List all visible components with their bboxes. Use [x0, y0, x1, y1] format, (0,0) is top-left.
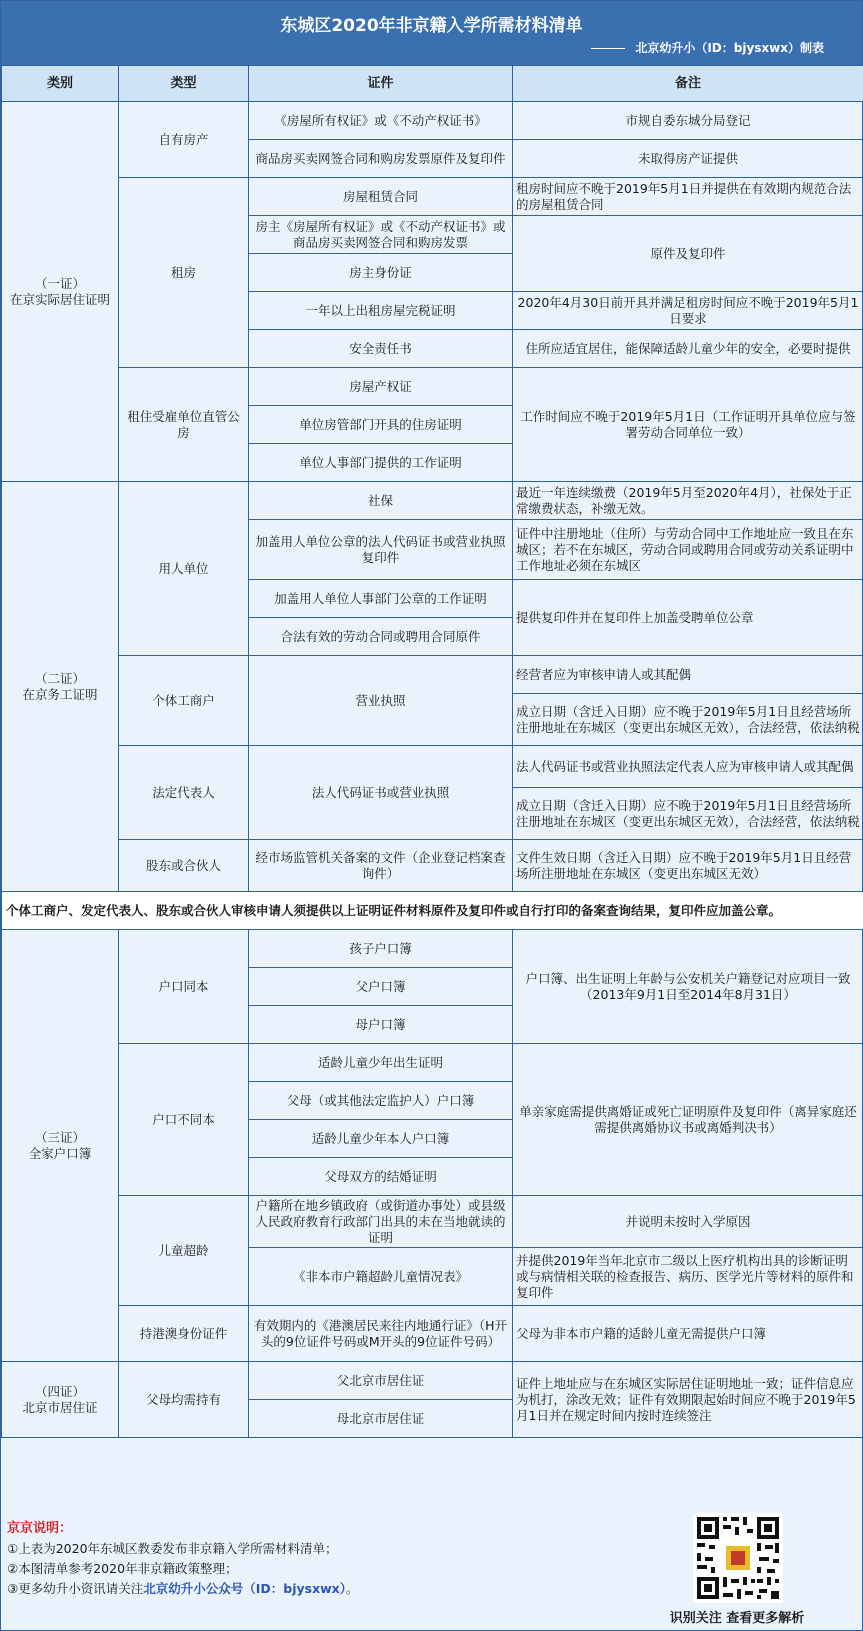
- table-row: [2, 1044, 863, 1082]
- footer-heading: 京京说明：: [7, 1521, 73, 1536]
- type-cell: 租住受雇单位直管公房: [119, 368, 249, 482]
- remark-cell: 法人代码证书或营业执照法定代表人应为审核申请人或其配偶: [513, 746, 863, 788]
- category-cell: （三证） 全家户口簿: [2, 930, 119, 1362]
- maker-text: 北京幼升小（ID：bjysxwx）制表: [635, 41, 824, 55]
- col-header-category: 类别: [2, 66, 119, 102]
- document-cell: 有效期内的《港澳居民来往内地通行证》（H开头的9位证件号码或M开头的9位证件号码）: [249, 1306, 513, 1362]
- blank-line: [591, 48, 625, 49]
- table-row: [2, 178, 863, 216]
- table-row: [2, 930, 863, 968]
- document-cell: 孩子户口簿: [249, 930, 513, 968]
- document-cell: 父户口簿: [249, 968, 513, 1006]
- remark-cell: 经营者应为审核申请人或其配偶: [513, 656, 863, 694]
- footer-line: ①上表为2020年东城区教委发布非京籍入学所需材料清单；: [7, 1541, 338, 1556]
- document-cell: 《非本市户籍超龄儿童情况表》: [249, 1248, 513, 1306]
- document-cell: 营业执照: [249, 656, 513, 746]
- materials-table: [1, 65, 863, 1438]
- col-header-type: 类型: [119, 66, 249, 102]
- table-row: [2, 102, 863, 140]
- table-row: [2, 746, 863, 788]
- remark-cell: 户口簿、出生证明上年龄与公安机关户籍登记对应项目一致（2013年9月1日至2014年8月31日）: [513, 930, 863, 1044]
- footer-line-prefix: ③更多幼升小资讯请关注: [7, 1581, 144, 1596]
- type-cell: 用人单位: [119, 482, 249, 656]
- document-cell: 父母双方的结婚证明: [249, 1158, 513, 1196]
- remark-cell: 市规自委东城分局登记: [513, 102, 863, 140]
- qr-code-icon[interactable]: [693, 1513, 783, 1603]
- type-cell: 父母均需持有: [119, 1362, 249, 1438]
- remark-cell: 工作时间应不晚于2019年5月1日（工作证明开具单位应与签署劳动合同单位一致）: [513, 368, 863, 482]
- remark-cell: 文件生效日期（含迁入日期）应不晚于2019年5月1日且经营场所注册地址在东城区（变更出东城区无效）: [513, 840, 863, 892]
- type-cell: 持港澳身份证件: [119, 1306, 249, 1362]
- table-row: [2, 368, 863, 406]
- category-cell: （一证） 在京实际居住证明: [2, 102, 119, 482]
- table-row: [2, 1306, 863, 1362]
- remark-cell: 原件及复印件: [513, 216, 863, 292]
- category-cell: （四证） 北京市居住证: [2, 1362, 119, 1438]
- document-cell: 母户口簿: [249, 1006, 513, 1044]
- document-cell: 单位人事部门提供的工作证明: [249, 444, 513, 482]
- document-cell: 加盖用人单位人事部门公章的工作证明: [249, 580, 513, 618]
- document-cell: 房主《房屋所有权证》或《不动产权证书》或商品房买卖网签合同和购房发票: [249, 216, 513, 254]
- table-row: [2, 840, 863, 892]
- document-cell: 母北京市居住证: [249, 1400, 513, 1438]
- document-cell: 房屋产权证: [249, 368, 513, 406]
- document-cell: 户籍所在地乡镇政府（或街道办事处）或县级人民政府教育行政部门出具的未在当地就读的证明: [249, 1196, 513, 1248]
- maker-credit: [591, 39, 824, 56]
- document-cell: 合法有效的劳动合同或聘用合同原件: [249, 618, 513, 656]
- footer-account-link[interactable]: 北京幼升小公众号（ID：bjysxwx）: [143, 1581, 346, 1596]
- remark-cell: 租房时间应不晚于2019年5月1日并提供在有效期内规范合法的房屋租赁合同: [513, 178, 863, 216]
- document-cell: 《房屋所有权证》或《不动产权证书》: [249, 102, 513, 140]
- table-row: [2, 892, 863, 930]
- remark-cell: 并说明未按时入学原因: [513, 1196, 863, 1248]
- remark-cell: 2020年4月30日前开具并满足租房时间应不晚于2019年5月1日要求: [513, 292, 863, 330]
- table-row: [2, 1362, 863, 1400]
- document-cell: 单位房管部门开具的住房证明: [249, 406, 513, 444]
- type-cell: 租房: [119, 178, 249, 368]
- qr-code-graphic: [693, 1513, 783, 1603]
- type-cell: 法定代表人: [119, 746, 249, 840]
- remark-cell: 证件上地址应与在东城区实际居住证明地址一致；证件信息应为机打，涂改无效；证件有效期限起始时间应不晚于2019年5月1日并在规定时间内按时连续签注: [513, 1362, 863, 1438]
- type-cell: 个体工商户: [119, 656, 249, 746]
- type-cell: 儿童超龄: [119, 1196, 249, 1306]
- col-header-document: 证件: [249, 66, 513, 102]
- remark-cell: 成立日期（含迁入日期）应不晚于2019年5月1日且经营场所注册地址在东城区（变更出东城区无效），合法经营，依法纳税: [513, 694, 863, 746]
- type-cell: 户口同本: [119, 930, 249, 1044]
- header-row: [2, 66, 863, 102]
- header-bar: [1, 1, 862, 65]
- section-note: 个体工商户、发定代表人、股东或合伙人审核申请人须提供以上证明证件材料原件及复印件或自行打印的备案查询结果，复印件应加盖公章。: [2, 892, 863, 930]
- qr-caption: 识别关注 查看更多解析: [669, 1611, 805, 1626]
- document-cell: 适龄儿童少年出生证明: [249, 1044, 513, 1082]
- document-cell: 安全责任书: [249, 330, 513, 368]
- remark-cell: 父母为非本市户籍的适龄儿童无需提供户口簿: [513, 1306, 863, 1362]
- type-cell: 户口不同本: [119, 1044, 249, 1196]
- document-cell: 适龄儿童少年本人户口簿: [249, 1120, 513, 1158]
- page-title: 东城区2020年非京籍入学所需材料清单: [280, 16, 583, 36]
- remark-cell: 未取得房产证提供: [513, 140, 863, 178]
- remark-cell: 并提供2019年当年北京市二级以上医疗机构出具的诊断证明或与病情相关联的检查报告、病历、医学光片等材料的原件和复印件: [513, 1248, 863, 1306]
- footer-line-suffix: 。: [346, 1581, 359, 1596]
- remark-cell: 证件中注册地址（住所）与劳动合同中工作地址应一致且在东城区；若不在东城区，劳动合同或聘用合同或劳动关系证明中工作地址必须在东城区: [513, 520, 863, 580]
- remark-cell: 成立日期（含迁入日期）应不晚于2019年5月1日且经营场所注册地址在东城区（变更出东城区无效），合法经营，依法纳税: [513, 788, 863, 840]
- document-cell: 房主身份证: [249, 254, 513, 292]
- document-cell: 商品房买卖网签合同和购房发票原件及复印件: [249, 140, 513, 178]
- document-cell: 加盖用人单位公章的法人代码证书或营业执照复印件: [249, 520, 513, 580]
- remark-cell: 最近一年连续缴费（2019年5月至2020年4月），社保处于正常缴费状态，补缴无效。: [513, 482, 863, 520]
- document-cell: 父北京市居住证: [249, 1362, 513, 1400]
- document-cell: 一年以上出租房屋完税证明: [249, 292, 513, 330]
- document-cell: 社保: [249, 482, 513, 520]
- remark-cell: 单亲家庭需提供离婚证或死亡证明原件及复印件（离异家庭还需提供离婚协议书或离婚判决书）: [513, 1044, 863, 1196]
- type-cell: 自有房产: [119, 102, 249, 178]
- table-row: [2, 656, 863, 694]
- table-row: [2, 482, 863, 520]
- document-cell: 经市场监管机关备案的文件（企业登记档案查询件）: [249, 840, 513, 892]
- footer-line: ②本图清单参考2020年非京籍政策整理；: [7, 1561, 238, 1576]
- document-cell: 房屋租赁合同: [249, 178, 513, 216]
- table-row: [2, 1196, 863, 1248]
- remark-cell: 提供复印件并在复印件上加盖受聘单位公章: [513, 580, 863, 656]
- type-cell: 股东或合伙人: [119, 840, 249, 892]
- document-cell: 父母（或其他法定监护人）户口簿: [249, 1082, 513, 1120]
- col-header-remark: 备注: [513, 66, 863, 102]
- document-cell: 法人代码证书或营业执照: [249, 746, 513, 840]
- category-cell: （二证） 在京务工证明: [2, 482, 119, 892]
- footer-line: [7, 1579, 359, 1597]
- remark-cell: 住所应适宜居住，能保障适龄儿童少年的安全，必要时提供: [513, 330, 863, 368]
